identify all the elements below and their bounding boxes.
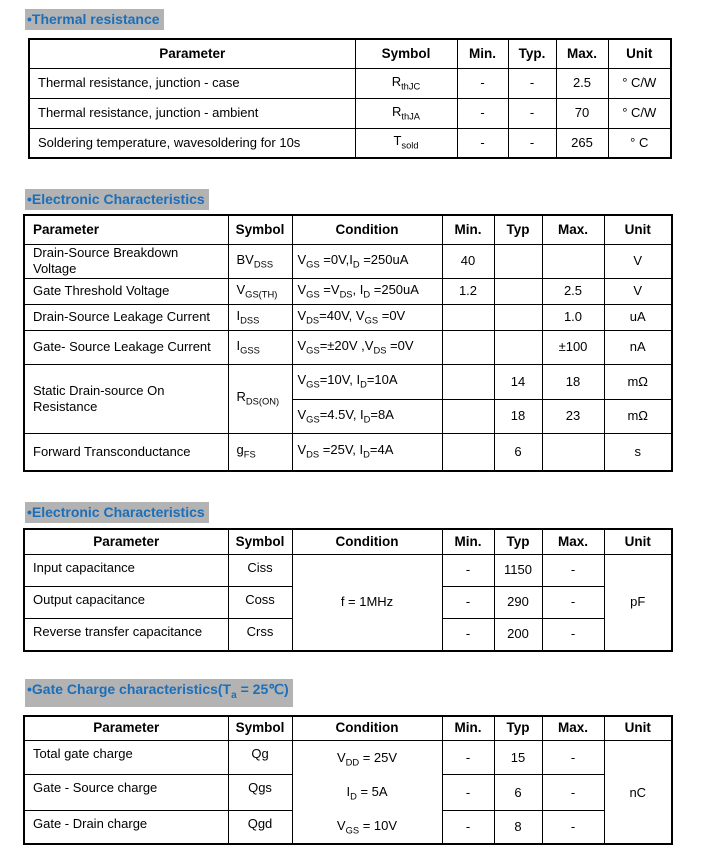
electronic-characteristics-table-1 xyxy=(23,214,673,472)
cell-unit: nC xyxy=(604,741,672,845)
column-header-typ: Typ xyxy=(494,716,542,741)
cell-parameter: Gate - Source charge xyxy=(24,775,228,810)
column-header-parameter: Parameter xyxy=(24,529,228,554)
cell-condition: $V_{DS} =25V$, $I_D=4A$ xyxy=(292,433,442,471)
cell-typ xyxy=(494,278,542,304)
cell-condition: $V_{GS}=4.5V$, $I_D=8A$ xyxy=(292,399,442,433)
cell-condition xyxy=(292,741,442,845)
cell-min xyxy=(442,364,494,399)
column-header-unit: Unit xyxy=(608,39,671,68)
bullet-icon: • xyxy=(27,504,32,520)
section-electronic-characteristics-2 xyxy=(0,502,701,652)
cell-unit: s xyxy=(604,433,672,471)
cell-typ: 200 xyxy=(494,618,542,651)
cell-parameter: Thermal resistance, junction - ambient xyxy=(29,98,355,128)
table-row xyxy=(29,98,671,128)
cell-max: - xyxy=(542,554,604,586)
cell-min: - xyxy=(457,98,508,128)
column-header-parameter: Parameter xyxy=(29,39,355,68)
cell-typ: 8 xyxy=(494,810,542,844)
cell-typ xyxy=(494,304,542,330)
table-row xyxy=(24,433,672,471)
table-row xyxy=(24,278,672,304)
cell-unit: pF xyxy=(604,554,672,651)
header-row xyxy=(24,529,672,554)
column-header-typ: Typ xyxy=(494,215,542,244)
column-header-min: Min. xyxy=(442,716,494,741)
cell-symbol: $T_{sold}$ xyxy=(355,128,457,158)
column-header-condition: Condition xyxy=(292,716,442,741)
column-header-min: Min. xyxy=(457,39,508,68)
column-header-parameter: Parameter xyxy=(24,215,228,244)
cell-max: ±100 xyxy=(542,330,604,364)
cell-min: - xyxy=(457,68,508,98)
cell-unit: uA xyxy=(604,304,672,330)
cell-typ: 15 xyxy=(494,741,542,775)
section-heading-gate-charge xyxy=(25,679,701,707)
cell-typ: - xyxy=(508,68,556,98)
cell-typ: 290 xyxy=(494,586,542,618)
cell-symbol: Coss xyxy=(228,586,292,618)
cell-condition: $V_{GS} =0V,I_D =250uA$ xyxy=(292,244,442,278)
condition-line: $I_D = 5A$ xyxy=(346,784,388,802)
cell-max: 23 xyxy=(542,399,604,433)
cell-parameter: Drain-Source Leakage Current xyxy=(24,304,228,330)
cell-symbol: $I_{DSS}$ xyxy=(228,304,292,330)
column-header-symbol: Symbol xyxy=(355,39,457,68)
cell-max: 2.5 xyxy=(556,68,608,98)
cell-max: - xyxy=(542,586,604,618)
cell-min: - xyxy=(457,128,508,158)
condition-line: $V_{GS} = 10V$ xyxy=(336,818,398,836)
table-row xyxy=(24,741,672,775)
cell-parameter: Forward Transconductance xyxy=(24,433,228,471)
table-row xyxy=(29,68,671,98)
cell-max: 70 xyxy=(556,98,608,128)
column-header-parameter: Parameter xyxy=(24,716,228,741)
cell-symbol: Qgs xyxy=(228,775,292,810)
cell-symbol: $R_{thJC}$ xyxy=(355,68,457,98)
cell-parameter: Drain-Source Breakdown Voltage xyxy=(24,244,228,278)
cell-max: 2.5 xyxy=(542,278,604,304)
cell-min: - xyxy=(442,741,494,775)
bullet-icon: • xyxy=(27,681,32,697)
heading-highlight xyxy=(25,502,209,523)
cell-symbol: $BV_{DSS}$ xyxy=(228,244,292,278)
column-header-condition: Condition xyxy=(292,215,442,244)
section-heading-electronic-characteristics-2 xyxy=(25,502,701,523)
heading-highlight xyxy=(25,9,164,30)
column-header-typ: Typ. xyxy=(508,39,556,68)
cell-typ: 14 xyxy=(494,364,542,399)
column-header-min: Min. xyxy=(442,529,494,554)
cell-min: - xyxy=(442,618,494,651)
cell-condition: $V_{GS} =V_{DS}$, $I_D =250uA$ xyxy=(292,278,442,304)
column-header-symbol: Symbol xyxy=(228,215,292,244)
cell-condition: $V_{GS}=10V$, $I_D=10A$ xyxy=(292,364,442,399)
cell-unit: V xyxy=(604,278,672,304)
cell-symbol: Ciss xyxy=(228,554,292,586)
cell-condition: f = 1MHz xyxy=(292,554,442,651)
cell-max: 18 xyxy=(542,364,604,399)
cell-unit: mΩ xyxy=(604,364,672,399)
section-electronic-characteristics-1 xyxy=(0,189,701,472)
cell-parameter: Output capacitance xyxy=(24,586,228,618)
column-header-max: Max. xyxy=(542,529,604,554)
section-heading-electronic-characteristics-1 xyxy=(25,189,701,210)
cell-parameter: Gate Threshold Voltage xyxy=(24,278,228,304)
cell-parameter: Total gate charge xyxy=(24,741,228,775)
thermal-resistance-table xyxy=(28,38,672,159)
bullet-icon: • xyxy=(27,11,32,27)
cell-symbol: Qg xyxy=(228,741,292,775)
cell-unit: ° C/W xyxy=(608,98,671,128)
column-header-unit: Unit xyxy=(604,529,672,554)
cell-symbol: $g_{FS}$ xyxy=(228,433,292,471)
table-row xyxy=(29,128,671,158)
heading-text: Electronic Characteristics xyxy=(31,191,205,207)
cell-max: - xyxy=(542,810,604,844)
column-header-unit: Unit xyxy=(604,716,672,741)
cell-min: - xyxy=(442,775,494,810)
cell-min: - xyxy=(442,586,494,618)
cell-min: 1.2 xyxy=(442,278,494,304)
cell-min xyxy=(442,304,494,330)
cell-symbol: $R_{DS(ON)}$ xyxy=(228,364,292,433)
cell-typ: - xyxy=(508,128,556,158)
gate-charge-table xyxy=(23,715,673,846)
cell-typ: - xyxy=(508,98,556,128)
cell-max xyxy=(542,244,604,278)
cell-parameter: Soldering temperature, wavesoldering for 10s xyxy=(29,128,355,158)
column-header-unit: Unit xyxy=(604,215,672,244)
cell-typ: 6 xyxy=(494,433,542,471)
header-row xyxy=(24,716,672,741)
cell-max: - xyxy=(542,775,604,810)
column-header-max: Max. xyxy=(556,39,608,68)
cell-symbol: $I_{GSS}$ xyxy=(228,330,292,364)
heading-text: Thermal resistance xyxy=(31,11,160,27)
header-row xyxy=(24,215,672,244)
table-row xyxy=(24,554,672,586)
cell-unit: ° C xyxy=(608,128,671,158)
column-header-typ: Typ xyxy=(494,529,542,554)
column-header-max: Max. xyxy=(542,716,604,741)
cell-unit: nA xyxy=(604,330,672,364)
cell-max xyxy=(542,433,604,471)
cell-condition: $V_{GS}=\pm 20V$ $,V_{DS} =0V$ xyxy=(292,330,442,364)
bullet-icon: • xyxy=(27,191,32,207)
heading-text: Gate Charge $characteristics(T_a$ = 25℃) xyxy=(31,681,289,701)
cell-typ: 6 xyxy=(494,775,542,810)
cell-condition: $V_{DS}=40V$, $V_{GS} =0V$ xyxy=(292,304,442,330)
cell-min: - xyxy=(442,810,494,844)
cell-parameter: Gate - Drain charge xyxy=(24,810,228,844)
cell-max: 1.0 xyxy=(542,304,604,330)
cell-unit: mΩ xyxy=(604,399,672,433)
cell-symbol: Qgd xyxy=(228,810,292,844)
cell-max: 265 xyxy=(556,128,608,158)
section-thermal-resistance xyxy=(0,9,701,159)
table-row xyxy=(24,244,672,278)
cell-min xyxy=(442,399,494,433)
condition-line: $V_{DD} = 25V$ xyxy=(336,750,398,768)
table-row xyxy=(24,330,672,364)
cell-unit: V xyxy=(604,244,672,278)
cell-min xyxy=(442,433,494,471)
cell-symbol: Crss xyxy=(228,618,292,651)
cell-symbol: $R_{thJA}$ xyxy=(355,98,457,128)
heading-highlight xyxy=(25,189,209,210)
column-header-max: Max. xyxy=(542,215,604,244)
cell-typ: 18 xyxy=(494,399,542,433)
cell-parameter: Input capacitance xyxy=(24,554,228,586)
header-row xyxy=(29,39,671,68)
cell-symbol: $V_{GS(TH)}$ xyxy=(228,278,292,304)
column-header-min: Min. xyxy=(442,215,494,244)
table-row xyxy=(24,364,672,399)
column-header-condition: Condition xyxy=(292,529,442,554)
cell-min: 40 xyxy=(442,244,494,278)
cell-unit: ° C/W xyxy=(608,68,671,98)
column-header-symbol: Symbol xyxy=(228,716,292,741)
section-heading-thermal-resistance xyxy=(25,9,701,30)
table-row xyxy=(24,304,672,330)
cell-min xyxy=(442,330,494,364)
cell-max: - xyxy=(542,618,604,651)
cell-min: - xyxy=(442,554,494,586)
electronic-characteristics-table-2 xyxy=(23,528,673,652)
section-gate-charge-characteristics xyxy=(0,679,701,845)
cell-parameter: Static Drain-source On Resistance xyxy=(24,364,228,433)
cell-parameter: Gate- Source Leakage Current xyxy=(24,330,228,364)
column-header-symbol: Symbol xyxy=(228,529,292,554)
heading-text: Electronic Characteristics xyxy=(31,504,205,520)
cell-parameter: Thermal resistance, junction - case xyxy=(29,68,355,98)
heading-highlight xyxy=(25,679,293,707)
cell-typ xyxy=(494,330,542,364)
cell-typ xyxy=(494,244,542,278)
cell-parameter: Reverse transfer capacitance xyxy=(24,618,228,651)
cell-typ: 1150 xyxy=(494,554,542,586)
cell-max: - xyxy=(542,741,604,775)
